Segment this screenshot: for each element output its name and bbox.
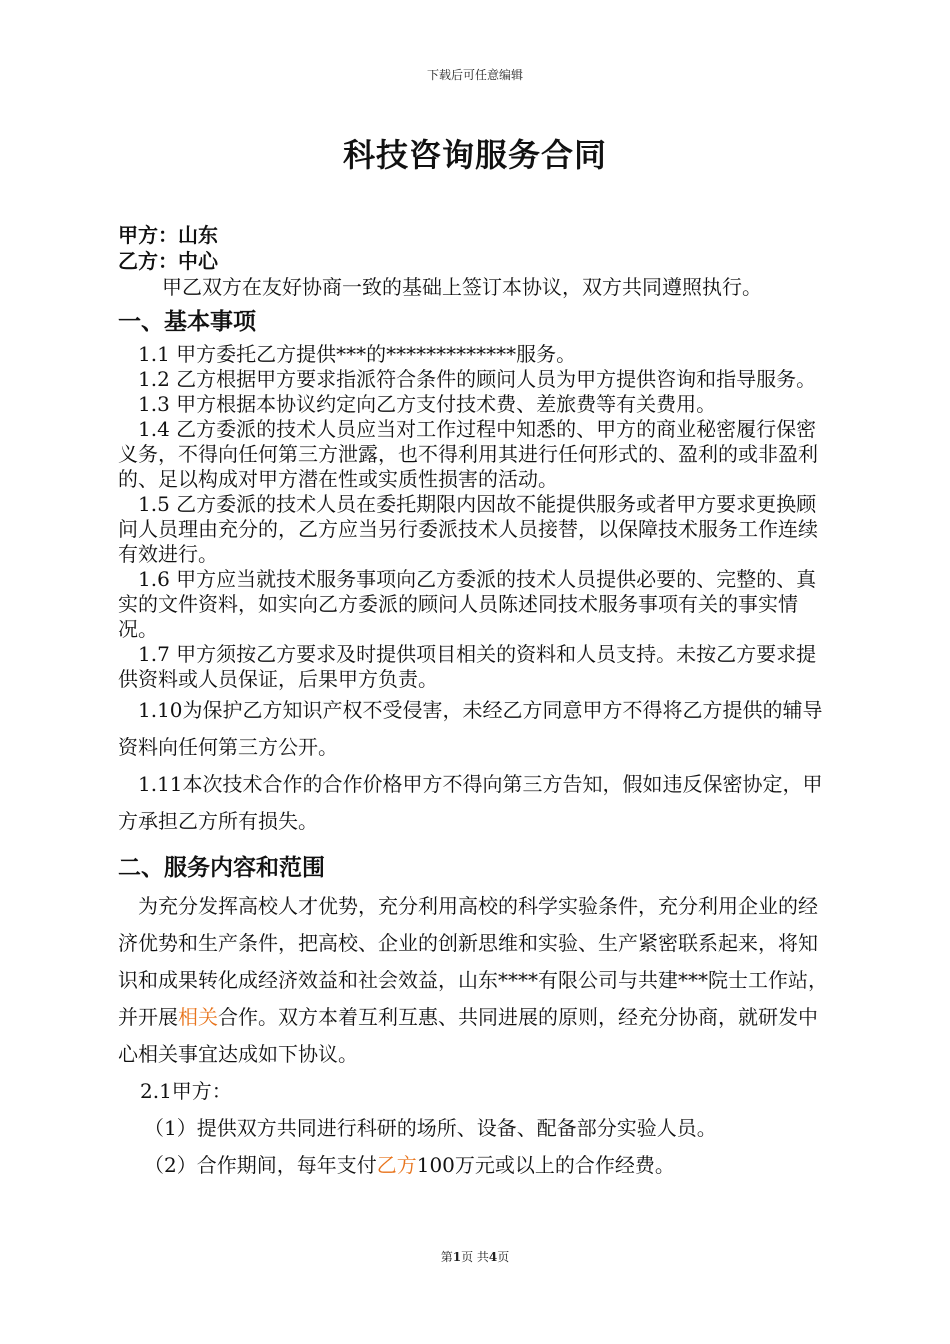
section-2-text-end: 合作。双方本着互利互惠、共同进展的原则，经充分协商，就研发中心相关事宜达成如下协议。	[118, 1005, 818, 1066]
clause-1-1: 1.1 甲方委托乙方提供***的*************服务。	[138, 342, 577, 366]
sub-2-text-end: 100万元或以上的合作经费。	[416, 1153, 675, 1177]
document-body	[118, 222, 830, 1184]
page-footer	[0, 1248, 950, 1265]
total-page-number: 4	[488, 1250, 498, 1264]
section-2-paragraph	[118, 888, 830, 1073]
highlight-related: 相关	[178, 1005, 218, 1029]
header-note: 下载后可任意编辑	[426, 68, 523, 82]
clause-1-3: 1.3 甲方根据本协议约定向乙方支付技术费、差旅费等有关费用。	[138, 392, 717, 416]
clause-1-7: 1.7 甲方须按乙方要求及时提供项目相关的资料和人员支持。未按乙方要求提供资料或人员保证，后果甲方负责。	[118, 642, 817, 691]
page-prefix: 第	[440, 1250, 453, 1264]
clause-1-4: 1.4 乙方委派的技术人员应当对工作过程中知悉的、甲方的商业秘密履行保密义务，不得向任何第三方泄露，也不得利用其进行任何形式的、盈利的或非盈利的、足以构成对甲方潜在性或实质性损害的活动。	[118, 417, 818, 491]
current-page-number: 1	[452, 1250, 462, 1264]
section-1-heading: 一、基本事项	[118, 309, 256, 335]
section-2-text-start: 为充分发挥高校人才优势，充分利用高校的科学实验条件，充分利用企业的经济优势和生产条件，把高校、企业的创新思维和实验、生产紧密联系起来，将知识和成果转化成经济效益和社会效益，山东****有限公司与共建***院士工作站，并开展	[118, 894, 828, 1029]
clause-2-1-sub-1: （1）提供双方共同进行科研的场所、设备、配备部分实验人员。	[144, 1116, 717, 1140]
clause-1-11: 1.11本次技术合作的合作价格甲方不得向第三方告知，假如违反保密协定，甲方承担乙方所有损失。	[118, 772, 823, 833]
clause-1-10: 1.10为保护乙方知识产权不受侵害，未经乙方同意甲方不得将乙方提供的辅导资料向任何第三方公开。	[118, 698, 823, 759]
party-a: 甲方：山东	[118, 223, 218, 247]
page-suffix: 页	[497, 1250, 510, 1264]
page-mid-text: 页 共	[461, 1250, 489, 1264]
clause-1-5: 1.5 乙方委派的技术人员在委托期限内因故不能提供服务或者甲方要求更换顾问人员理由充分的，乙方应当另行委派技术人员接替，以保障技术服务工作连续有效进行。	[118, 492, 818, 566]
clause-1-6: 1.6 甲方应当就技术服务事项向乙方委派的技术人员提供必要的、完整的、真实的文件资料，如实向乙方委派的顾问人员陈述同技术服务事项有关的事实情况。	[118, 567, 817, 641]
document-title: 科技咨询服务合同	[342, 136, 607, 174]
section-2-heading: 二、服务内容和范围	[118, 855, 325, 881]
party-b: 乙方：中心	[118, 249, 218, 273]
sub-2-text-start: （2）合作期间，每年支付	[144, 1153, 377, 1177]
clause-2-1: 2.1甲方：	[140, 1079, 232, 1103]
clause-1-2: 1.2 乙方根据甲方要求指派符合条件的顾问人员为甲方提供咨询和指导服务。	[138, 367, 817, 391]
intro-paragraph: 甲乙双方在友好协商一致的基础上签订本协议，双方共同遵照执行。	[162, 275, 762, 299]
clause-2-1-sub-2	[118, 1147, 830, 1184]
highlight-party-b: 乙方	[376, 1153, 417, 1177]
